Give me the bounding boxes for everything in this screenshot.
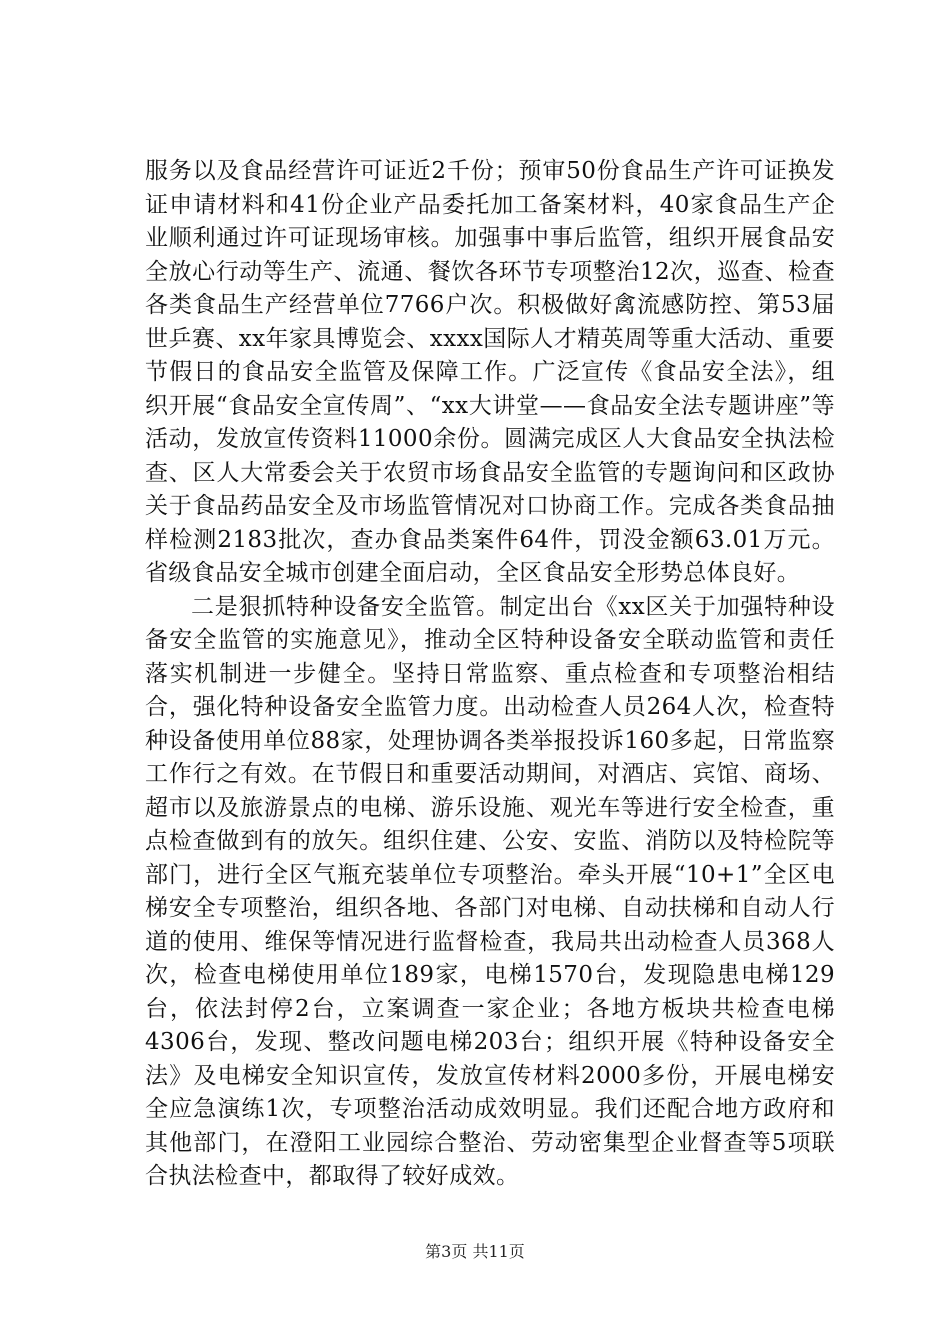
- paragraph-special-equipment: 二是狠抓特种设备安全监管。制定出台《xx区关于加强特种设备安全监管的实施意见》，推动全区特种设备安全联动监管和责任落实机制进一步健全。坚持日常监察、重点检查和专项整治相结合，强化特种设备安全监管力度。出动检查人员264人次，检查特种设备使用单位88家，处理协调各类举报投诉160多起，日常监察工作行之有效。在节假日和重要活动期间，对酒店、宾馆、商场、超市以及旅游景点的电梯、游乐设施、观光车等进行安全检查，重点检查做到有的放矢。组织住建、公安、安监、消防以及特检院等部门，进行全区气瓶充装单位专项整治。牵头开展“10+1”全区电梯安全专项整治，组织各地、各部门对电梯、自动扶梯和自动人行道的使用、维保等情况进行监督检查，我局共出动检查人员368人次，检查电梯使用单位189家，电梯1570台，发现隐患电梯129台，依法封停2台，立案调查一家企业；各地方板块共检查电梯4306台，发现、整改问题电梯203台；组织开展《特种设备安全法》及电梯安全知识宣传，发放宣传材料2000多份，开展电梯安全应急演练1次，专项整治活动成效明显。我们还配合地方政府和其他部门，在澄阳工业园综合整治、劳动密集型企业督查等5项联合执法检查中，都取得了较好成效。: [145, 593, 835, 1189]
- page-number-footer: 第3页 共11页: [425, 1242, 525, 1261]
- document-body: [145, 155, 835, 1194]
- paragraph-food-safety: 服务以及食品经营许可证近2千份；预审50份食品生产许可证换发证申请材料和41份企业产品委托加工备案材料，40家食品生产企业顺利通过许可证现场审核。加强事中事后监管，组织开展食品安全放心行动等生产、流通、餐饮各环节专项整治12次，巡查、检查各类食品生产经营单位7766户次。积极做好禽流感防控、第53届世乒赛、xx年家具博览会、xxxx国际人才精英周等重大活动、重要节假日的食品安全监管及保障工作。广泛宣传《食品安全法》，组织开展“食品安全宣传周”、“xx大讲堂——食品安全法专题讲座”等活动，发放宣传资料11000余份。圆满完成区人大食品安全执法检查、区人大常委会关于农贸市场食品安全监管的专题询问和区政协关于食品药品安全及市场监管情况对口协商工作。完成各类食品抽样检测2183批次，查办食品类案件64件，罚没金额63.01万元。省级食品安全城市创建全面启动，全区食品安全形势总体良好。: [145, 158, 835, 586]
